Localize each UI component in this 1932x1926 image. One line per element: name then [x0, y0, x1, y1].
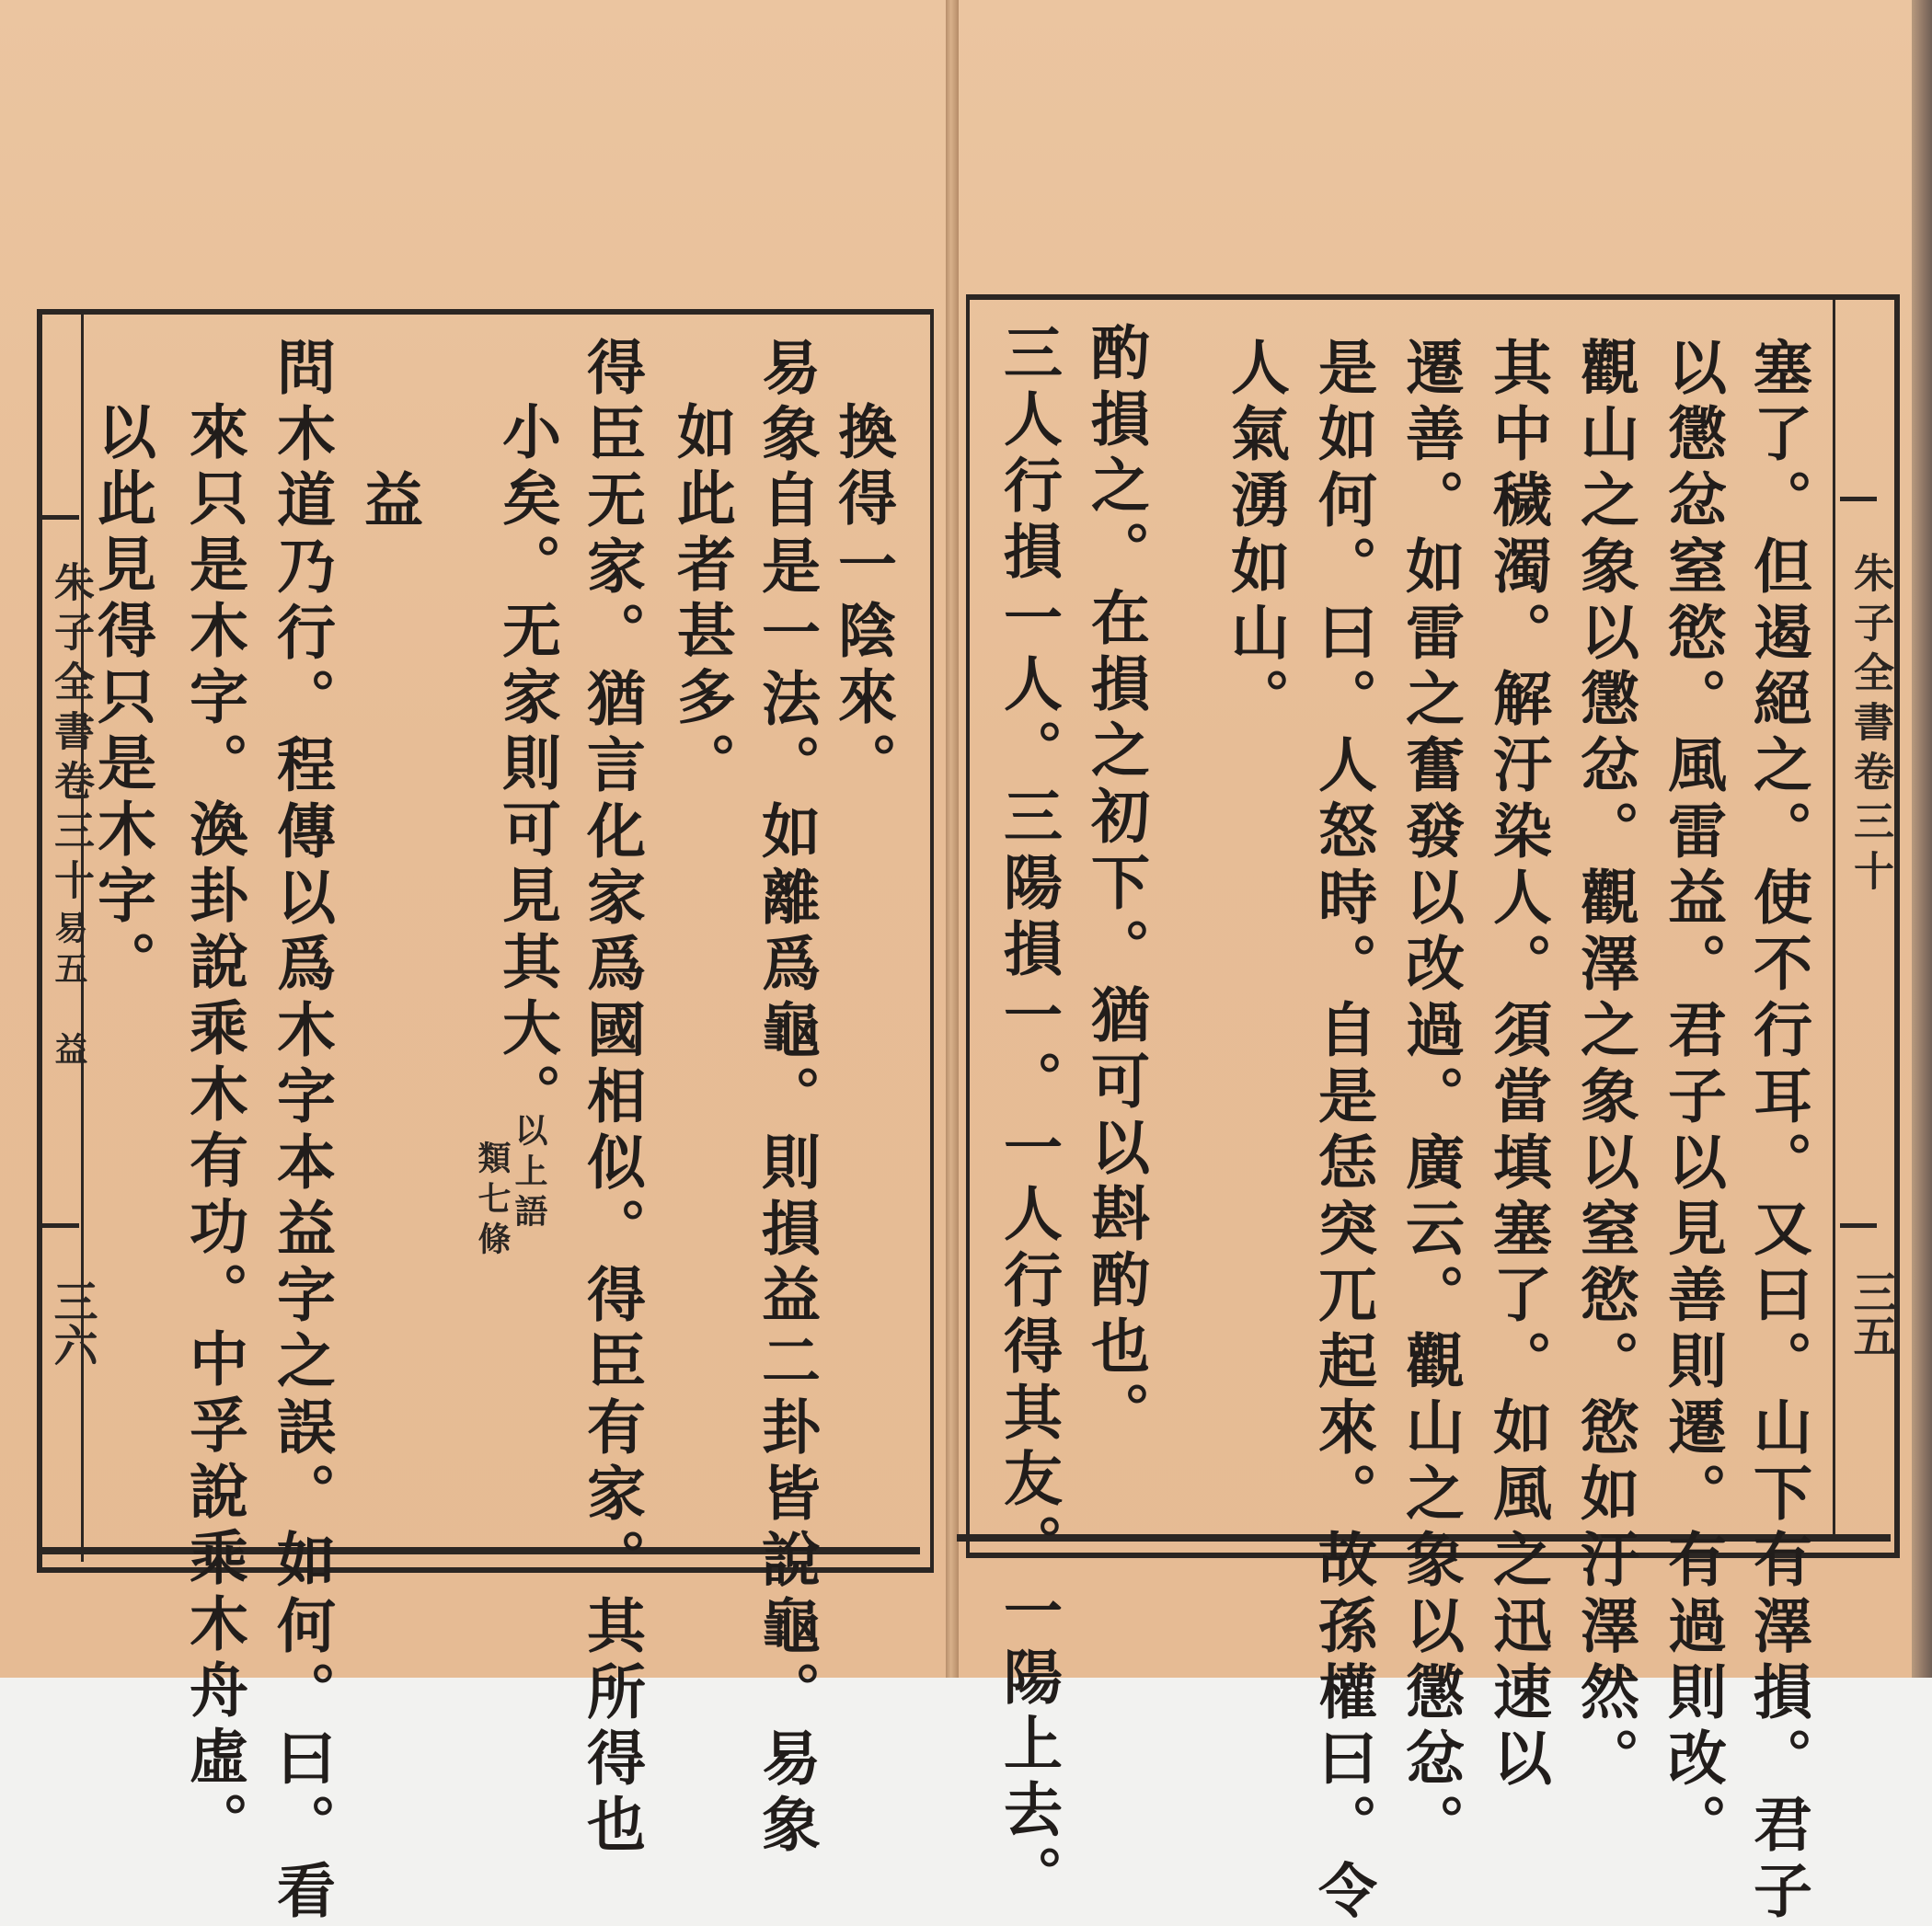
right-text-column-8: 酌損之。在損之初下。猶可以斟酌也。 — [1081, 322, 1150, 1448]
left-text-column-5: 小矣。无家則可見其大。 — [492, 401, 561, 1129]
fishtail-mark-left-top — [42, 515, 79, 534]
fishtail-mark-right-bottom — [1840, 1223, 1877, 1243]
book-gutter — [946, 0, 959, 1678]
right-text-column-3: 觀山之象以懲忿。觀澤之象以窒慾。慾如汙澤然。 — [1570, 337, 1639, 1794]
left-text-column-2: 易象自是一法。如離爲龜。則損益二卦皆說龜。易象 — [752, 337, 821, 1860]
right-text-column-9: 三人行損一人。三陽損一。一人行得其友。一陽上去。 — [994, 322, 1063, 1911]
left-margin-page-number: 三六 — [46, 1278, 98, 1367]
left-note-line-1: 以上語 — [510, 1113, 548, 1234]
fishtail-mark-right-top — [1840, 497, 1877, 516]
fishtail-mark-left-bottom — [42, 1223, 79, 1243]
left-text-column-7: 問木道乃行。程傳以爲木字本益字之誤。如何。曰。看 — [267, 337, 336, 1926]
left-text-column-4: 得臣无家。猶言化家爲國相似。得臣有家。其所得也 — [577, 337, 646, 1860]
right-margin-rule — [1833, 300, 1835, 1542]
left-text-column-9: 以此見得只是木字。 — [87, 401, 156, 997]
right-margin-page-number: 三五 — [1846, 1269, 1897, 1358]
right-text-column-4: 其中穢濁。解汙染人。須當填塞了。如風之迅速以 — [1483, 337, 1552, 1794]
left-text-column-6: 益 — [354, 469, 423, 535]
left-margin-title: 朱子全書卷三十 — [47, 561, 94, 909]
page-edge — [1912, 0, 1932, 1678]
right-text-column-6: 是如何。曰。人怒時。自是恁突兀起來。故孫權曰。令 — [1308, 337, 1377, 1926]
right-text-column-7: 人氣湧如山。 — [1221, 337, 1290, 734]
left-text-column-1: 換得一陰來。 — [828, 401, 897, 798]
left-text-column-3: 如此者甚多。 — [667, 401, 736, 798]
left-margin-chapter: 易五 益 — [50, 911, 88, 1072]
right-margin-title: 朱子全書卷三十 — [1846, 552, 1893, 900]
right-text-column-5: 遷善。如雷之奮發以改過。廣云。觀山之象以懲忿。 — [1396, 337, 1465, 1860]
right-text-column-1: 塞了。但遏絕之。使不行耳。又曰。山下有澤損。君子 — [1743, 337, 1812, 1926]
left-note-line-2: 類七條 — [473, 1141, 512, 1262]
left-text-column-8: 來只是木字。渙卦說乘木有功。中孚說乘木舟虛。 — [179, 401, 248, 1858]
right-text-column-2: 以懲忿窒慾。風雷益。君子以見善則遷。有過則改。 — [1658, 337, 1727, 1860]
